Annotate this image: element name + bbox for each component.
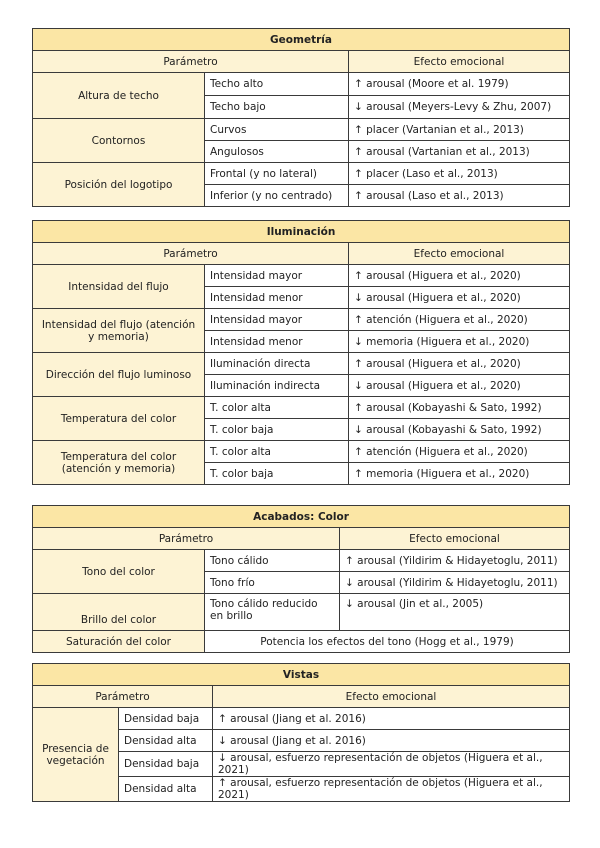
table-title: Acabados: Color <box>33 506 570 528</box>
subparameter-cell: Intensidad menor <box>205 287 349 309</box>
effect-cell: ↑ arousal (Yildirim & Hidayetoglu, 2011) <box>340 550 570 572</box>
subparameter-cell: Tono cálido reducido en brillo <box>205 594 340 631</box>
table-row <box>33 441 570 463</box>
parameter-cell: Intensidad del flujo <box>33 265 205 309</box>
effect-cell: ↑ atención (Higuera et al., 2020) <box>349 309 570 331</box>
parameter-cell: Temperatura del color <box>33 397 205 441</box>
effect-cell: ↑ arousal (Jiang et al. 2016) <box>213 708 570 730</box>
effect-cell: ↓ arousal (Meyers-Levy & Zhu, 2007) <box>349 96 570 119</box>
subparameter-cell: Iluminación directa <box>205 353 349 375</box>
subparameter-cell: Angulosos <box>205 141 349 163</box>
iluminacion-table <box>32 220 570 485</box>
subparameter-cell: Densidad alta <box>119 777 213 802</box>
effect-cell: ↓ arousal (Higuera et al., 2020) <box>349 287 570 309</box>
column-header-parametro: Parámetro <box>33 51 349 73</box>
effect-cell: ↓ arousal (Jiang et al. 2016) <box>213 730 570 752</box>
table-row <box>33 265 570 287</box>
effect-cell: ↑ memoria (Higuera et al., 2020) <box>349 463 570 485</box>
column-header-parametro: Parámetro <box>33 686 213 708</box>
parameter-cell: Tono del color <box>33 550 205 594</box>
effect-cell: ↑ atención (Higuera et al., 2020) <box>349 441 570 463</box>
column-header-efecto: Efecto emocional <box>349 51 570 73</box>
subparameter-cell: T. color baja <box>205 419 349 441</box>
subparameter-cell: Intensidad menor <box>205 331 349 353</box>
table-row <box>33 163 570 185</box>
subparameter-cell: Inferior (y no centrado) <box>205 185 349 207</box>
effect-cell: ↑ arousal (Moore et al. 1979) <box>349 73 570 96</box>
table-row <box>33 353 570 375</box>
subparameter-cell: Iluminación indirecta <box>205 375 349 397</box>
subparameter-cell: Tono frío <box>205 572 340 594</box>
subparameter-cell: T. color baja <box>205 463 349 485</box>
column-header-parametro: Parámetro <box>33 528 340 550</box>
effect-cell: ↓ arousal (Kobayashi & Sato, 1992) <box>349 419 570 441</box>
effect-cell: ↑ arousal, esfuerzo representación de objetos (Higuera et al., 2021) <box>213 777 570 802</box>
subparameter-cell: Curvos <box>205 119 349 141</box>
table-title: Geometría <box>33 29 570 51</box>
geometria-table <box>32 28 570 207</box>
parameter-cell: Intensidad del flujo (atención y memoria) <box>33 309 205 353</box>
subparameter-cell: Densidad baja <box>119 708 213 730</box>
table-row <box>33 708 570 730</box>
table-title: Iluminación <box>33 221 570 243</box>
parameter-cell: Saturación del color <box>33 631 205 653</box>
table-row <box>33 631 570 653</box>
effect-cell: ↑ placer (Vartanian et al., 2013) <box>349 119 570 141</box>
effect-cell: ↑ arousal (Higuera et al., 2020) <box>349 265 570 287</box>
column-header-efecto: Efecto emocional <box>213 686 570 708</box>
subparameter-cell: Techo bajo <box>205 96 349 119</box>
table-row <box>33 309 570 331</box>
subparameter-cell: Frontal (y no lateral) <box>205 163 349 185</box>
table-row <box>33 119 570 141</box>
table-row <box>33 397 570 419</box>
parameter-cell: Brillo del color <box>33 594 205 631</box>
subparameter-cell: Intensidad mayor <box>205 265 349 287</box>
table-row <box>33 550 570 572</box>
parameter-cell: Dirección del flujo luminoso <box>33 353 205 397</box>
effect-cell: ↑ arousal (Kobayashi & Sato, 1992) <box>349 397 570 419</box>
vistas-table <box>32 663 570 802</box>
column-header-efecto: Efecto emocional <box>340 528 570 550</box>
subparameter-cell: Densidad alta <box>119 730 213 752</box>
column-header-efecto: Efecto emocional <box>349 243 570 265</box>
parameter-cell: Posición del logotipo <box>33 163 205 207</box>
parameter-cell: Presencia de vegetación <box>33 708 119 802</box>
parameter-cell: Contornos <box>33 119 205 163</box>
effect-cell: ↓ memoria (Higuera et al., 2020) <box>349 331 570 353</box>
effect-cell: ↓ arousal (Higuera et al., 2020) <box>349 375 570 397</box>
effect-cell: ↑ arousal (Higuera et al., 2020) <box>349 353 570 375</box>
parameter-cell: Altura de techo <box>33 73 205 119</box>
table-title: Vistas <box>33 664 570 686</box>
subparameter-cell: Intensidad mayor <box>205 309 349 331</box>
effect-cell: ↓ arousal, esfuerzo representación de objetos (Higuera et al., 2021) <box>213 752 570 777</box>
effect-cell: ↓ arousal (Jin et al., 2005) <box>340 594 570 631</box>
effect-cell: Potencia los efectos del tono (Hogg et al., 1979) <box>205 631 570 653</box>
table-row <box>33 73 570 96</box>
parameter-cell: Temperatura del color (atención y memoria) <box>33 441 205 485</box>
effect-cell: ↑ placer (Laso et al., 2013) <box>349 163 570 185</box>
subparameter-cell: Techo alto <box>205 73 349 96</box>
subparameter-cell: Tono cálido <box>205 550 340 572</box>
effect-cell: ↑ arousal (Vartanian et al., 2013) <box>349 141 570 163</box>
table-row <box>33 594 570 631</box>
column-header-parametro: Parámetro <box>33 243 349 265</box>
effect-cell: ↓ arousal (Yildirim & Hidayetoglu, 2011) <box>340 572 570 594</box>
acabados-color-table <box>32 505 570 653</box>
effect-cell: ↑ arousal (Laso et al., 2013) <box>349 185 570 207</box>
subparameter-cell: T. color alta <box>205 397 349 419</box>
subparameter-cell: Densidad baja <box>119 752 213 777</box>
subparameter-cell: T. color alta <box>205 441 349 463</box>
